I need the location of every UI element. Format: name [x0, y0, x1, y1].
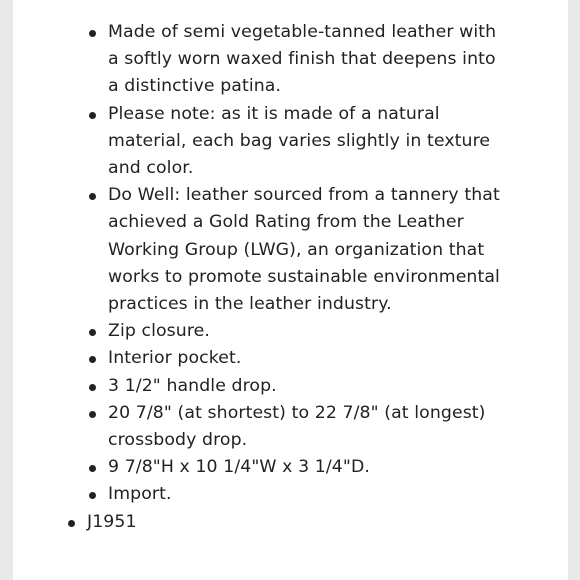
feature-text: Do Well: leather sourced from a tannery that achieved a Gold Rating from the Leather Working Group (LWG), an organization that works to promote sustainable environmental practices in the leather industry.: [108, 185, 500, 315]
feature-text: Interior pocket.: [108, 348, 242, 369]
feature-text: 20 7/8" (at shortest) to 22 7/8" (at longest) crossbody drop.: [108, 402, 486, 451]
list-item: [13, 373, 568, 400]
list-item: [13, 19, 568, 101]
list-item: [13, 182, 568, 318]
bullet-icon: [89, 112, 96, 119]
bullet-icon: [89, 356, 96, 363]
list-item: [13, 101, 568, 183]
bullet-icon: [89, 411, 96, 418]
list-item: [13, 345, 568, 372]
bullet-icon: [89, 193, 96, 200]
feature-text: Zip closure.: [108, 321, 210, 342]
bullet-icon: [68, 520, 75, 527]
item-code-list: [13, 509, 568, 536]
product-details-panel: [13, 0, 568, 580]
bullet-icon: [89, 329, 96, 336]
product-details-content: [13, 19, 568, 536]
list-item: [13, 454, 568, 481]
bullet-icon: [89, 492, 96, 499]
list-item: [13, 509, 568, 536]
bullet-icon: [89, 465, 96, 472]
feature-text: Please note: as it is made of a natural material, each bag varies slightly in texture and color.: [108, 103, 491, 179]
feature-list: [13, 19, 568, 509]
list-item: [13, 400, 568, 454]
feature-text: 9 7/8"H x 10 1/4"W x 3 1/4"D.: [108, 457, 370, 478]
list-item: [13, 481, 568, 508]
item-code: J1951: [87, 511, 137, 532]
list-item: [13, 318, 568, 345]
feature-text: 3 1/2" handle drop.: [108, 375, 277, 396]
bullet-icon: [89, 30, 96, 37]
feature-text: Import.: [108, 484, 172, 505]
feature-text: Made of semi vegetable-tanned leather with a softly worn waxed finish that deepens into a distinctive patina.: [108, 22, 497, 97]
bullet-icon: [89, 384, 96, 391]
